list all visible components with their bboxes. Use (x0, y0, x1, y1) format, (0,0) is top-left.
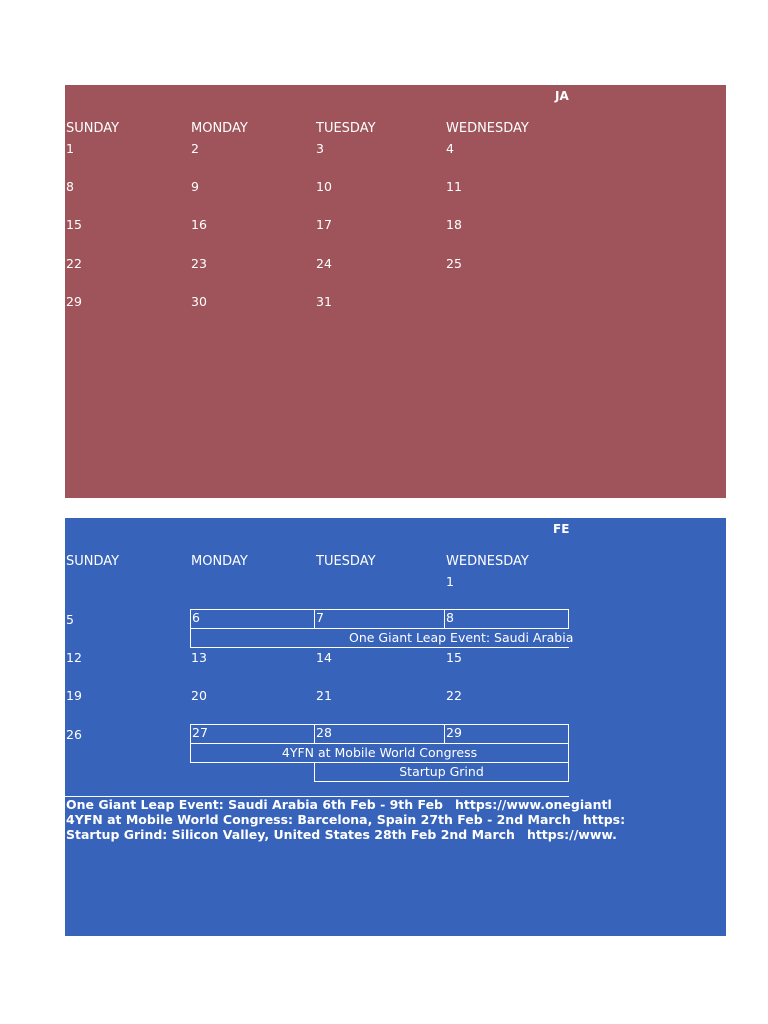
event-bar-startup-grind: Startup Grind (314, 762, 569, 782)
day-name-wednesday: WEDNESDAY (446, 121, 529, 136)
date-cell: 18 (446, 217, 462, 232)
date-cell: 11 (446, 179, 462, 194)
date-cell: 28 (316, 725, 332, 740)
date-cell: 21 (316, 688, 332, 703)
date-cell: 4 (446, 141, 454, 156)
event-note (66, 797, 612, 812)
day-name-sunday: SUNDAY (66, 554, 120, 569)
february-calendar (65, 518, 726, 936)
event-note-text: 4YFN at Mobile World Congress: Barcelona, Spain 27th Feb - 2nd March (66, 812, 571, 827)
date-cell: 15 (66, 217, 82, 232)
date-cell: 3 (316, 141, 324, 156)
january-calendar (65, 85, 726, 498)
date-box (190, 609, 315, 629)
date-cell: 20 (191, 688, 207, 703)
date-cell: 5 (66, 612, 74, 627)
date-cell: 22 (66, 256, 82, 271)
date-cell: 26 (66, 727, 82, 742)
january-title: JA (555, 89, 569, 103)
date-cell: 29 (446, 725, 462, 740)
day-name-wednesday: WEDNESDAY (446, 554, 529, 569)
day-name-tuesday: TUESDAY (316, 554, 376, 569)
date-cell: 23 (191, 256, 207, 271)
date-cell: 15 (446, 650, 462, 665)
date-cell: 14 (316, 650, 332, 665)
date-cell: 8 (446, 610, 454, 625)
february-title: FE (553, 522, 570, 536)
event-notes (65, 796, 626, 846)
event-note-text: Startup Grind: Silicon Valley, United States 28th Feb 2nd March (66, 827, 515, 842)
date-cell: 19 (66, 688, 82, 703)
day-name-monday: MONDAY (191, 121, 248, 136)
date-cell: 6 (192, 610, 200, 625)
date-cell: 25 (446, 256, 462, 271)
date-cell: 2 (191, 141, 199, 156)
date-box (314, 609, 445, 629)
date-box (314, 724, 445, 744)
event-bar-4yfn: 4YFN at Mobile World Congress (190, 743, 569, 763)
date-cell: 13 (191, 650, 207, 665)
event-note (66, 812, 625, 827)
date-cell: 31 (316, 294, 332, 309)
date-cell: 8 (66, 179, 74, 194)
date-cell: 27 (192, 725, 208, 740)
date-box (190, 724, 315, 744)
date-box (444, 724, 569, 744)
day-name-tuesday: TUESDAY (316, 121, 376, 136)
event-bar-one-giant-leap: One Giant Leap Event: Saudi Arabia (190, 628, 569, 648)
event-note-text: One Giant Leap Event: Saudi Arabia 6th Feb - 9th Feb (66, 797, 443, 812)
date-cell: 1 (446, 574, 454, 589)
date-cell: 10 (316, 179, 332, 194)
date-cell: 16 (191, 217, 207, 232)
date-cell: 9 (191, 179, 199, 194)
date-cell: 12 (66, 650, 82, 665)
event-note-url: https://www.onegiantl (455, 797, 612, 812)
event-note-url: https: (582, 812, 626, 827)
day-name-sunday: SUNDAY (66, 121, 120, 136)
date-cell: 1 (66, 141, 74, 156)
date-cell: 24 (316, 256, 332, 271)
event-note (66, 827, 617, 842)
date-cell: 7 (316, 610, 324, 625)
date-cell: 29 (66, 294, 82, 309)
date-cell: 17 (316, 217, 332, 232)
day-name-monday: MONDAY (191, 554, 248, 569)
february-title-area (65, 518, 569, 542)
date-box (444, 609, 569, 629)
january-title-area (65, 85, 569, 109)
event-note-url: https://www. (526, 827, 617, 842)
date-cell: 30 (191, 294, 207, 309)
date-cell: 22 (446, 688, 462, 703)
